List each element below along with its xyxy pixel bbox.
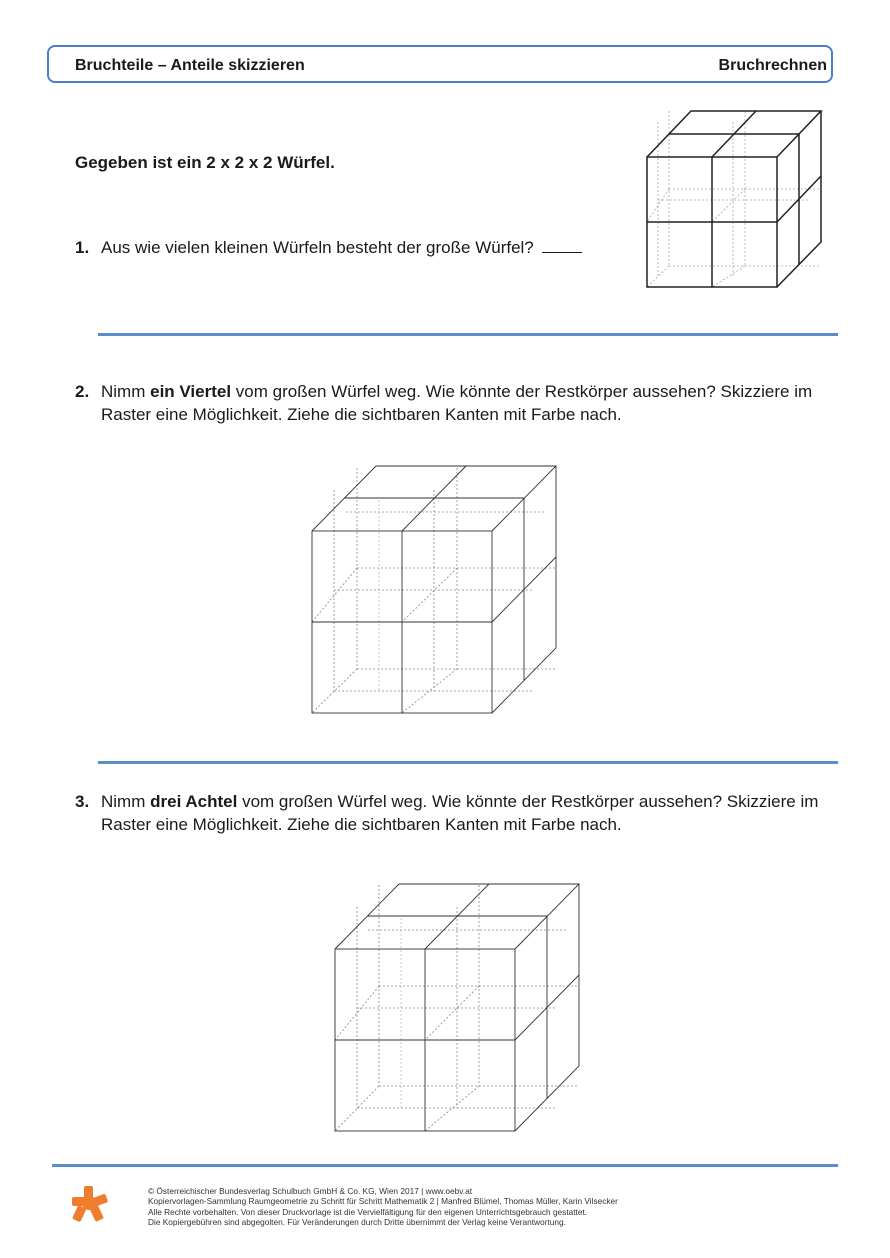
intro-statement: Gegeben ist ein 2 x 2 x 2 Würfel.: [75, 153, 335, 172]
task-text-after: vom großen Würfel weg. Wie könnte der Restkörper aussehen? Skizziere im Raster eine Möglichkeit. Ziehe die sichtbaren Kanten mit Farbe nach.: [101, 382, 813, 424]
task-number: 3.: [75, 792, 90, 811]
task-text: Aus wie vielen kleinen Würfeln besteht der große Würfel?: [101, 238, 534, 257]
footer-line: Die Kopiergebühren sind abgegolten. Für Veränderungen durch Dritte übernimmt der Verlag keine Verantwortung.: [148, 1217, 566, 1228]
footer-line: Alle Rechte vorbehalten. Von dieser Druckvorlage ist die Vervielfältigung für den eigenen Unterrichtsgebrauch gestattet.: [148, 1206, 588, 1217]
task-number: 2.: [75, 382, 90, 401]
publisher-logo-icon: [70, 1184, 110, 1224]
task-number: 1.: [75, 238, 90, 257]
worksheet-title: Bruchteile – Anteile skizzieren: [75, 57, 305, 74]
task-fraction: ein Viertel: [150, 382, 232, 401]
task-text-before: Nimm: [101, 792, 151, 811]
footer-line: © Österreichischer Bundesverlag Schulbuch GmbH & Co. KG, Wien 2017 | www.oebv.at: [148, 1186, 472, 1196]
task-text-before: Nimm: [101, 382, 151, 401]
footer-line: Kopiervorlagen-Sammlung Raumgeometrie zu Schritt für Schritt Mathematik 2 | Manfred Blümel, Thomas Müller, Karin Vilsecker: [148, 1196, 618, 1207]
task-text-after: vom großen Würfel weg. Wie könnte der Restkörper aussehen? Skizziere im Raster eine Möglichkeit. Ziehe die sichtbaren Kanten mit Farbe nach.: [101, 792, 819, 834]
task-fraction: drei Achtel: [150, 792, 238, 811]
copyright-notice: [148, 1186, 618, 1228]
subject-label: Bruchrechnen: [718, 57, 827, 74]
footer-divider: [52, 1164, 838, 1167]
